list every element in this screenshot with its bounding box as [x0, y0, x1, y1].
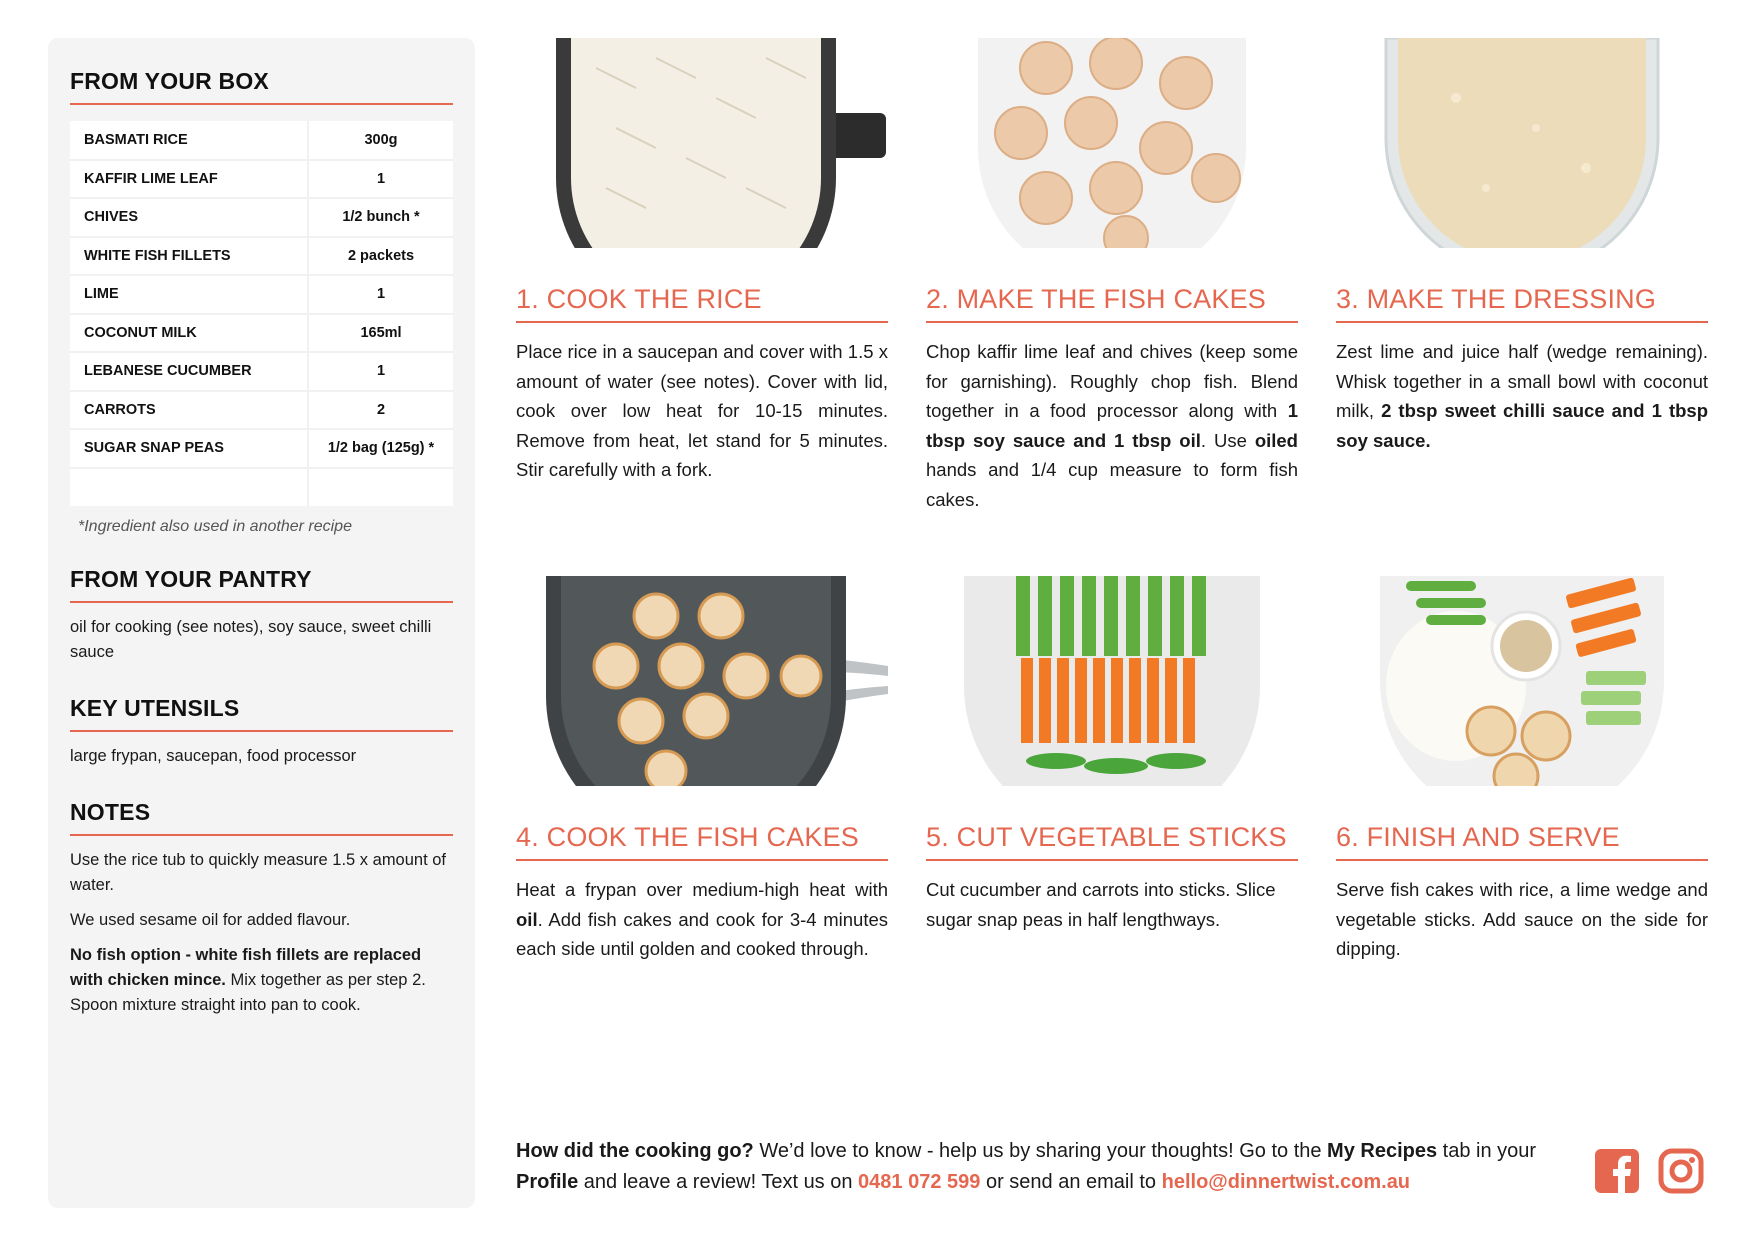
utensils-heading: KEY UTENSILS [70, 695, 453, 732]
notes-heading: NOTES [70, 799, 453, 836]
pantry-text: oil for cooking (see notes), soy sauce, sweet chilli sauce [70, 617, 432, 661]
step-body-bold: oil [516, 908, 538, 930]
table-row [70, 391, 453, 430]
instagram-icon[interactable] [1658, 1148, 1704, 1194]
utensils-section [70, 695, 453, 769]
step-body-part: Zest lime and juice half (wedge remaining). Whisk together in a small bowl with coconut milk, [1336, 341, 1708, 421]
ingredient-qty: 1 [308, 352, 453, 391]
ingredient-name: COCONUT MILK [70, 314, 308, 353]
ingredients-sidebar [48, 38, 475, 1208]
step-title: 5. CUT VEGETABLE STICKS [926, 822, 1298, 861]
ingredient-name: CARROTS [70, 391, 308, 430]
finished-plate-image [1336, 576, 1708, 786]
vegetable-sticks-image [926, 576, 1298, 786]
step-body-part: . Use [1200, 429, 1255, 451]
note-3-bold: No fish option - white fish fillets are replaced with chicken mince. [70, 945, 422, 989]
step-title: 1. COOK THE RICE [516, 284, 888, 323]
ingredient-qty: 1 [308, 160, 453, 199]
notes-text [70, 848, 453, 1018]
step-6 [1336, 576, 1708, 964]
table-row [70, 275, 453, 314]
footer-text: or send an email to [980, 1171, 1162, 1193]
table-row [70, 352, 453, 391]
rice-pot-image [516, 38, 888, 248]
ingredient-qty: 1/2 bag (125g) * [308, 429, 453, 468]
step-title: 6. FINISH AND SERVE [1336, 822, 1708, 861]
ingredient-name: LIME [70, 275, 308, 314]
utensils-text: large frypan, saucepan, food processor [70, 746, 357, 765]
email-link[interactable]: hello@dinnertwist.com.au [1161, 1171, 1411, 1193]
dressing-bowl-image [1336, 38, 1708, 248]
step-body-bold: 1 tbsp soy sauce and 1 tbsp oil [926, 400, 1298, 451]
ingredient-footnote: *Ingredient also used in another recipe [78, 517, 352, 535]
step-4 [516, 576, 888, 964]
table-row [70, 314, 453, 353]
fish-cakes-raw-image [926, 38, 1298, 248]
ingredient-qty: 2 [308, 391, 453, 430]
ingredient-qty: 2 packets [308, 237, 453, 276]
ingredient-name: CHIVES [70, 198, 308, 237]
step-body-bold: 2 tbsp sweet chilli sauce and 1 tbsp soy sauce. [1336, 400, 1708, 451]
note-1: Use the rice tub to quickly measure 1.5 x amount of water. [70, 850, 447, 894]
ingredient-name: BASMATI RICE [70, 121, 308, 160]
step-1 [516, 38, 888, 485]
table-row [70, 198, 453, 237]
table-row [70, 237, 453, 276]
phone-link[interactable]: 0481 072 599 [858, 1171, 981, 1193]
step-body [926, 337, 1298, 514]
step-body-part: hands and 1/4 cup measure to form fish cakes. [926, 459, 1298, 510]
ingredient-qty: 300g [308, 121, 453, 160]
step-body-part: Chop kaffir lime leaf and chives (keep some for garnishing). Roughly chop fish. Blend together in a food processor along with [926, 341, 1298, 421]
from-your-box-heading: FROM YOUR BOX [70, 68, 453, 105]
notes-section [70, 799, 453, 1018]
step-body: Place rice in a saucepan and cover with 1.5 x amount of water (see notes). Cover with lid, cook over low heat for 10-15 minutes. Remove from heat, let stand for 5 minutes. Stir carefully with a fork. [516, 341, 888, 480]
step-title: 4. COOK THE FISH CAKES [516, 822, 888, 861]
profile-label: Profile [516, 1171, 579, 1193]
note-3-rest: Mix together as per step 2. Spoon mixture straight into pan to cook. [70, 970, 426, 1014]
step-body-part: . Add fish cakes and cook for 3-4 minutes each side until golden and cooked through. [516, 908, 888, 959]
step-title: 3. MAKE THE DRESSING [1336, 284, 1708, 323]
ingredient-name: SUGAR SNAP PEAS [70, 429, 308, 468]
frypan-fish-cakes-image [516, 576, 888, 786]
ingredient-name: KAFFIR LIME LEAF [70, 160, 308, 199]
note-2: We used sesame oil for added flavour. [70, 910, 351, 929]
step-body-part: Heat a frypan over medium-high heat with [516, 879, 888, 900]
pantry-section [70, 566, 453, 665]
step-3 [1336, 38, 1708, 455]
ingredient-name: LEBANESE CUCUMBER [70, 352, 308, 391]
footer-text: We’d love to know - help us by sharing your thoughts! Go to the [753, 1140, 1328, 1162]
table-row [70, 160, 453, 199]
step-body: Serve fish cakes with rice, a lime wedge and vegetable sticks. Add sauce on the side for dipping. [1336, 879, 1708, 959]
facebook-icon[interactable] [1594, 1148, 1640, 1194]
step-2 [926, 38, 1298, 514]
ingredient-name: WHITE FISH FILLETS [70, 237, 308, 276]
footer-text: tab in your [1437, 1140, 1537, 1162]
step-5 [926, 576, 1298, 934]
step-body: Cut cucumber and carrots into sticks. Slice sugar snap peas in half lengthways. [926, 879, 1276, 930]
my-recipes-label: My Recipes [1327, 1140, 1438, 1162]
footer-text: and leave a review! Text us on [578, 1171, 859, 1193]
step-body [1336, 337, 1708, 455]
footer-question: How did the cooking go? [516, 1140, 754, 1162]
table-row [70, 429, 453, 468]
ingredients-table [70, 121, 453, 506]
step-title: 2. MAKE THE FISH CAKES [926, 284, 1298, 323]
note-3 [70, 943, 453, 1018]
ingredient-qty: 165ml [308, 314, 453, 353]
table-row [70, 121, 453, 160]
pantry-heading: FROM YOUR PANTRY [70, 566, 453, 603]
feedback-footer [516, 1136, 1566, 1198]
ingredient-qty: 1/2 bunch * [308, 198, 453, 237]
step-body-bold: oiled [1254, 429, 1298, 451]
ingredient-qty: 1 [308, 275, 453, 314]
step-body [516, 875, 888, 964]
table-row-empty [70, 468, 453, 506]
